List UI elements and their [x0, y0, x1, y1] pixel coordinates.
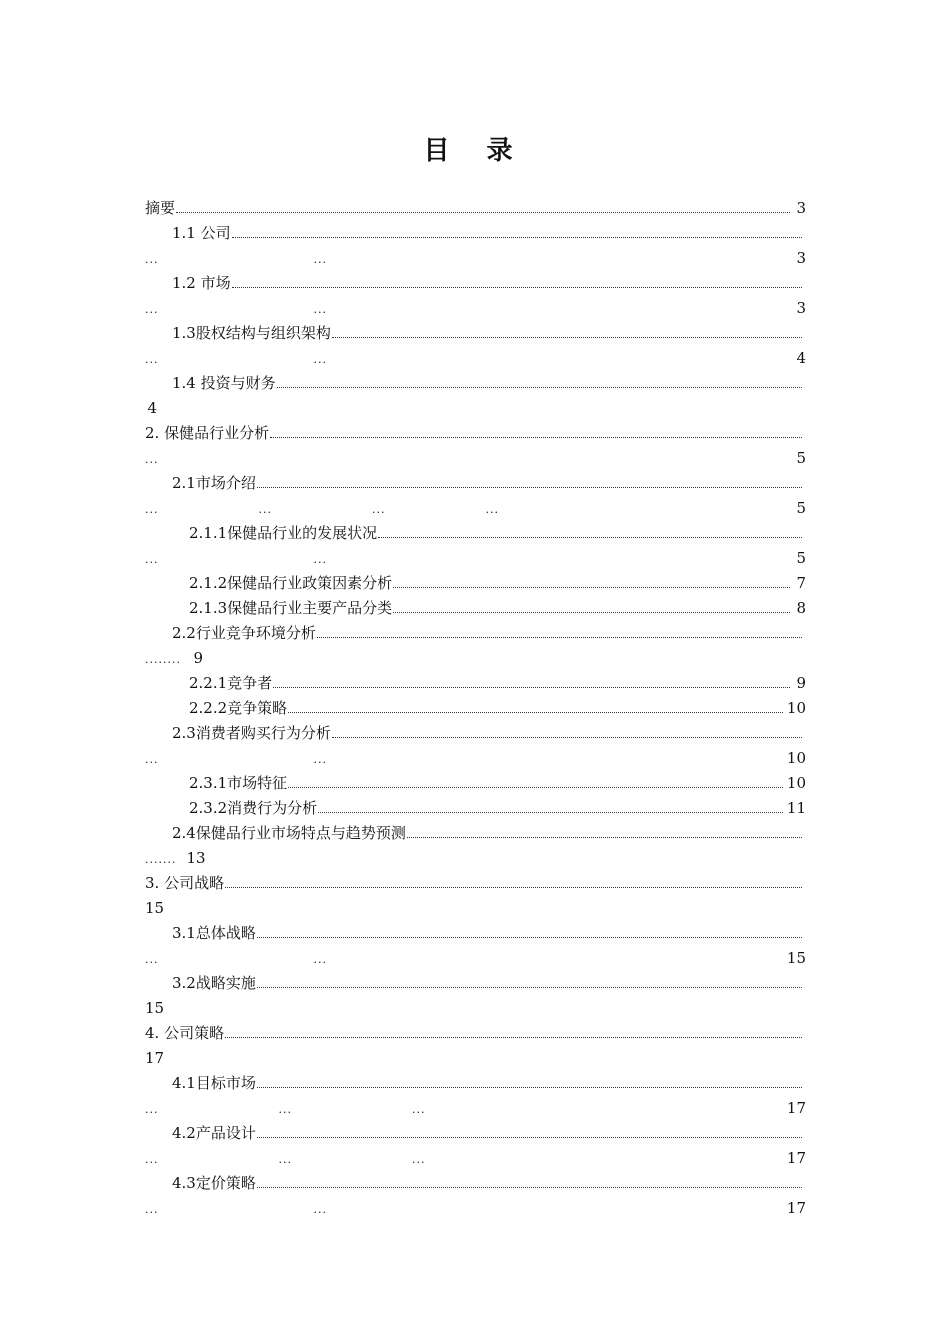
toc-entry-page: 4 [796, 349, 806, 367]
toc-entry-text: 2.1市场介绍 [172, 474, 256, 492]
toc-entry-text: 1.1 公司 [172, 224, 231, 242]
toc-entry-text: 4. 公司策略 [145, 1024, 225, 1042]
toc-entry[interactable] [145, 471, 806, 496]
toc-entry-continuation: ... ... 17 [145, 1196, 806, 1221]
toc-entry-text: 2.1.1保健品行业的发展状况 [189, 524, 378, 542]
toc-entry-page: 15 [145, 899, 165, 917]
toc-entry-text: 1.3股权结构与组织架构 [172, 324, 331, 342]
toc-entry-text: 2.2.1竞争者 [189, 674, 273, 692]
toc-entry[interactable] [145, 821, 806, 846]
toc-entry-text: 4.1目标市场 [172, 1074, 256, 1092]
toc-entry-page: 8 [796, 599, 806, 617]
toc-entry-page: 5 [796, 449, 806, 467]
toc-title: 目 录 [423, 136, 527, 166]
toc-entry[interactable] [145, 796, 806, 821]
toc-entry-text: 3. 公司战略 [145, 874, 225, 892]
toc-entry-continuation [145, 896, 806, 921]
toc-entry-page: 15 [786, 949, 806, 967]
toc-entry-continuation: ... ... ... 17 [145, 1096, 806, 1121]
toc-entry-text: 2.2.2竞争策略 [189, 699, 288, 717]
toc-entry-continuation: ... ... 3 [145, 296, 806, 321]
toc-entry-page: 10 [786, 774, 806, 792]
toc-entry-text: 4.2产品设计 [172, 1124, 256, 1142]
toc-entry-continuation [145, 396, 806, 421]
toc-entry-continuation [145, 996, 806, 1021]
toc-entry-text: 摘要 [145, 199, 176, 217]
toc-entry-page: 7 [796, 574, 806, 592]
toc-entry-text: 2. 保健品行业分析 [145, 424, 270, 442]
toc-entry[interactable] [145, 921, 806, 946]
toc-entry[interactable] [145, 521, 806, 546]
toc-entry-text: 2.1.2保健品行业政策因素分析 [189, 574, 393, 592]
toc-entry-page: 5 [796, 499, 806, 517]
toc-entry-text: 1.4 投资与财务 [172, 374, 276, 392]
toc-entry-page: 9 [193, 649, 203, 667]
toc-entry-continuation: ... ... 4 [145, 346, 806, 371]
toc-entry-page: 3 [796, 199, 806, 217]
toc-entry[interactable] [145, 421, 806, 446]
toc-entry-page: 3 [796, 299, 806, 317]
toc-entry[interactable] [145, 771, 806, 796]
toc-entry-continuation [145, 1046, 806, 1071]
toc-entry[interactable] [145, 721, 806, 746]
toc-entry-page: 15 [145, 999, 165, 1017]
toc-entry-continuation: ... 5 [145, 446, 806, 471]
toc-entry-text: 2.2行业竞争环境分析 [172, 624, 316, 642]
toc-entry-continuation: ... ... ... 17 [145, 1146, 806, 1171]
toc-entry-text: 1.2 市场 [172, 274, 231, 292]
toc-entry-page: 17 [786, 1099, 806, 1117]
toc-entry-continuation: ... ... 5 [145, 546, 806, 571]
toc-entry-page: 5 [796, 549, 806, 567]
toc-entry-page: 10 [786, 699, 806, 717]
toc-entry[interactable] [145, 196, 806, 221]
toc-entry[interactable] [145, 696, 806, 721]
toc-entry-text: 3.2战略实施 [172, 974, 256, 992]
toc-entry-page: 17 [786, 1199, 806, 1217]
toc-entry[interactable] [145, 621, 806, 646]
toc-entry[interactable] [145, 1121, 806, 1146]
toc-entry[interactable] [145, 321, 806, 346]
toc-entry-continuation: ... ... 15 [145, 946, 806, 971]
toc-entry-page: 4 [147, 399, 157, 417]
toc-entry[interactable] [145, 371, 806, 396]
toc-entry[interactable] [145, 1021, 806, 1046]
toc-entry-text: 4.3定价策略 [172, 1174, 256, 1192]
toc-entry-page: 13 [186, 849, 206, 867]
toc-entry-continuation: ... ... 3 [145, 246, 806, 271]
toc-entry-page: 11 [786, 799, 806, 817]
toc-entry-page: 9 [796, 674, 806, 692]
toc-entry[interactable] [145, 596, 806, 621]
toc-entry[interactable] [145, 871, 806, 896]
toc-entry-text: 2.4保健品行业市场特点与趋势预测 [172, 824, 406, 842]
toc-entry-page: 10 [786, 749, 806, 767]
toc-entry[interactable] [145, 1071, 806, 1096]
toc-entry-continuation: ... ... 10 [145, 746, 806, 771]
toc-entry[interactable] [145, 221, 806, 246]
toc-entry-text: 2.3消费者购买行为分析 [172, 724, 331, 742]
toc-entry[interactable] [145, 671, 806, 696]
toc-entry-page: 17 [786, 1149, 806, 1167]
toc-entry-text: 3.1总体战略 [172, 924, 256, 942]
toc-entry[interactable] [145, 1171, 806, 1196]
toc-entry-text: 2.3.2消费行为分析 [189, 799, 318, 817]
toc-entry-page: 3 [796, 249, 806, 267]
toc-entry-continuation: ... ... ... ... 5 [145, 496, 806, 521]
toc-entry-text: 2.1.3保健品行业主要产品分类 [189, 599, 393, 617]
toc-entry-continuation: ....... 13 [145, 846, 806, 871]
toc-entry[interactable] [145, 571, 806, 596]
toc-entry-page: 17 [145, 1049, 165, 1067]
toc-entry-text: 2.3.1市场特征 [189, 774, 288, 792]
toc-entry-continuation: ........ 9 [145, 646, 806, 671]
toc-entry[interactable] [145, 971, 806, 996]
toc-entry[interactable] [145, 271, 806, 296]
